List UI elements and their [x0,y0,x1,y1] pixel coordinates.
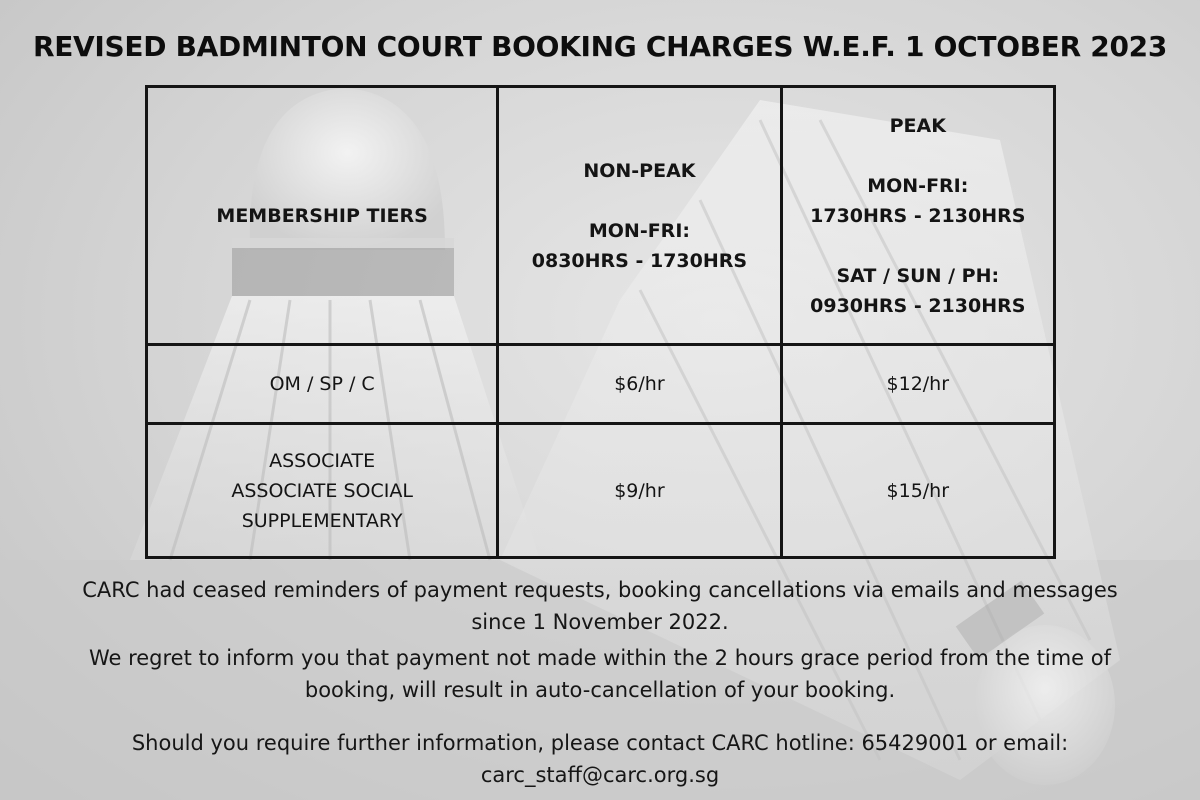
page-title: REVISED BADMINTON COURT BOOKING CHARGES W.E.F. 1 OCTOBER 2023 [32,30,1168,63]
peak-title: PEAK [889,114,946,137]
notice-text: since 1 November 2022. [471,610,729,634]
tier-name: ASSOCIATE [269,449,376,472]
peak-rate-cell: $12/hr [781,345,1054,424]
table-header-row [147,87,1055,345]
non-peak-rate-cell: $9/hr [498,424,781,558]
notice-text: CARC had ceased reminders of payment requests, booking cancellations via emails and messages [82,578,1118,602]
contact-info [0,727,1200,791]
notice-text: We regret to inform you that payment not made within the 2 hours grace period from the time of [88,646,1112,670]
header-membership-tiers: MEMBERSHIP TIERS [147,87,498,345]
contact-text: Should you require further information, please contact CARC hotline: 65429001 or email: [131,731,1069,755]
peak-weekday-days: MON-FRI: [867,174,969,197]
tier-cell [147,424,498,558]
payment-reminder-notice [0,574,1200,638]
auto-cancellation-notice [0,642,1200,706]
table-row [147,424,1055,558]
non-peak-hours: 0830HRS - 1730HRS [531,249,748,272]
non-peak-days: MON-FRI: [588,219,690,242]
peak-weekend-hours: 0930HRS - 2130HRS [810,294,1026,317]
header-non-peak [498,87,781,345]
peak-rate-cell: $15/hr [781,424,1054,558]
header-peak [781,87,1054,345]
table-row [147,345,1055,424]
non-peak-rate-cell: $6/hr [498,345,781,424]
booking-charges-table [145,85,1056,559]
tier-cell [147,345,498,424]
tier-name: OM / SP / C [269,373,375,395]
tier-name: SUPPLEMENTARY [241,509,403,532]
notice-text: booking, will result in auto-cancellation of your booking. [304,678,896,702]
tier-name: ASSOCIATE SOCIAL [231,479,413,502]
peak-weekday-hours: 1730HRS - 2130HRS [810,204,1026,227]
contact-email: carc_staff@carc.org.sg [480,763,720,787]
peak-weekend-days: SAT / SUN / PH: [836,264,1000,287]
non-peak-title: NON-PEAK [583,159,696,182]
